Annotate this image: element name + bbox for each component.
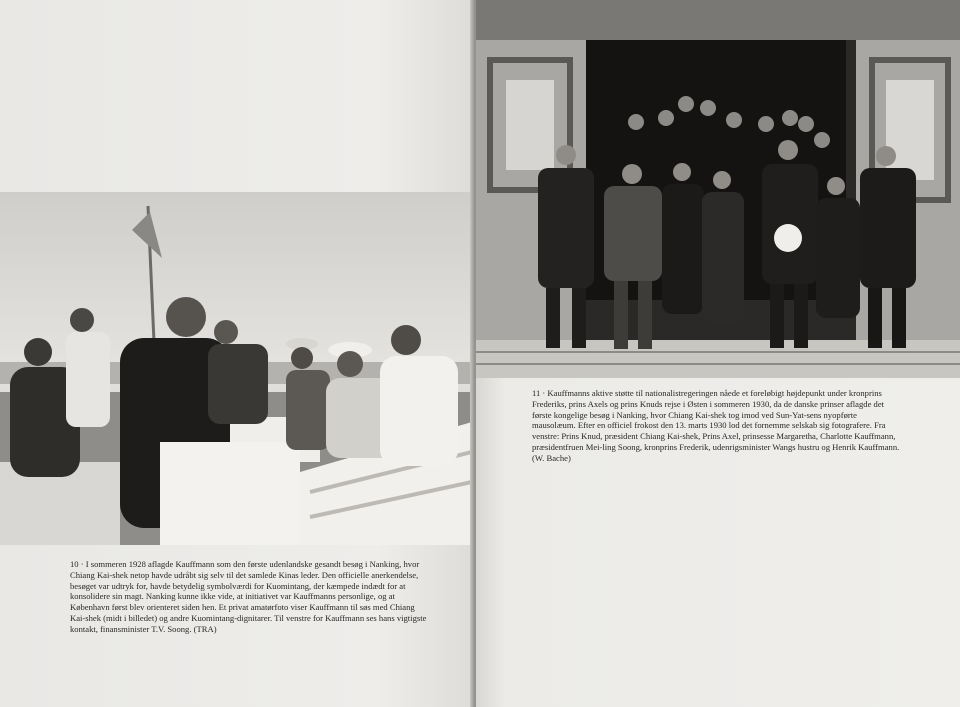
group-photo xyxy=(476,0,960,378)
right-caption-text: 11 · Kauffmanns aktive støtte til nationalistregeringen nåede et foreløbigt højdepunkt under kronprins Frederiks, prins Axels og prins Knuds rejse i Østen i sommeren 1930, da de danske prinser aflagde det første kongelige besøg i Nanking, hvor Chiang Kai-shek tog imod ved Sun-Yat-sens nyopførte mausolæum. Efter en officiel frokost den 13. marts 1930 lod det fornemme selskab sig fotografere. Fra venstre: Prins Knud, præsident Chiang Kai-shek, Prins Axel, prinsesse Margaretha, Charlotte Kauffmann, præsidentfruen Mei-ling Soong, kronprins Frederik, udenrigsminister Wangs hustru og Henrik Kauffmann. xyxy=(532,388,900,452)
left-caption xyxy=(70,559,430,635)
right-caption-credit: (W. Bache) xyxy=(532,452,571,463)
left-caption-text: 10 · I sommeren 1928 aflagde Kauffmann som den første udenlandske gesandt besøg i Nanking, hvor Chiang Kai-shek netop havde udråbt sig selv til det samlede Kinas leder. Den officielle anerkendelse, besøget var udtryk for, havde betydelig symbolværdi for Kuomintang, der kæmpede indædt for at konsolidere sin magt. Nanking kunne ikke vide, at initiativet var Kauffmanns personlige, og at København først blev orienteret siden hen. Et privat amatørfoto viser Kauffmann til søs med Chiang Kai-shek (midt i billedet) og andre Kuomintang-dignitarer. Til venstre for Kauffmann ses hans vigtigste kontakt, finansminister T.V. Soong. (TRA) xyxy=(70,559,427,634)
left-page xyxy=(0,0,474,707)
right-caption xyxy=(532,388,902,464)
boat-photo xyxy=(0,192,472,545)
